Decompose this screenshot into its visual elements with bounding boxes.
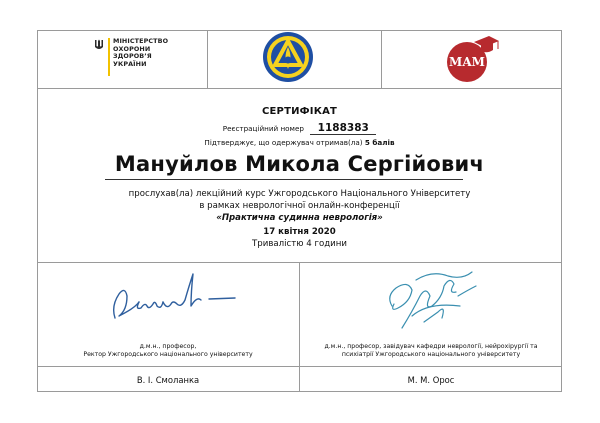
divider-logo-1: [207, 30, 208, 88]
head-of-department-position: [300, 343, 562, 359]
head-of-department-signature: [372, 266, 482, 332]
certificate-title: СЕРТИФІКАТ: [261, 106, 338, 117]
rector-name: В. І. Смоланка: [136, 375, 200, 385]
ministry-name: [113, 38, 168, 68]
ministry-accent-bar: [108, 38, 110, 76]
recipient-underline: [105, 179, 463, 180]
mam-logo-text: MAM: [449, 55, 485, 69]
position-line: психіатрії Ужгородського національного університету: [341, 351, 521, 359]
ministry-line: ЗДОРОВ’Я: [113, 52, 152, 61]
course-line-1: прослухав(ла) лекційний курс Ужгородського Національного Університету: [128, 189, 471, 199]
confirmation-text: Підтверджує, що одержувач отримав(ла): [204, 138, 363, 147]
head-of-department-name: М. М. Орос: [407, 375, 455, 385]
university-emblem-icon: [262, 31, 314, 83]
registration-number: 1188383: [310, 123, 376, 135]
ministry-line: УКРАЇНИ: [113, 59, 147, 68]
divider-signature-col: [299, 262, 300, 392]
rector-position: [37, 343, 299, 359]
ministry-line: МІНІСТЕРСТВО: [113, 37, 169, 45]
trident-icon: [94, 39, 104, 51]
recipient-name: Мануйлов Микола Сергійович: [114, 152, 485, 176]
position-line: д.м.н., професор,: [139, 343, 197, 350]
position-line: Ректор Ужгородського національного університету: [83, 351, 253, 359]
divider-top: [37, 88, 562, 89]
ministry-logo: [94, 38, 168, 78]
course-line-2: в рамках неврологічної онлайн-конференції: [199, 201, 400, 211]
divider-logo-2: [381, 30, 382, 88]
mam-logo-icon: [441, 32, 501, 84]
registration-label: Реєстраційний номер: [222, 124, 304, 133]
course-date: 17 квітня 2020: [263, 227, 336, 237]
rector-signature: [105, 266, 245, 328]
ministry-line: ОХОРОНИ: [113, 44, 151, 53]
position-line: д.м.н., професор, завідувач кафедри неврології, нейрохірургії та: [324, 343, 538, 350]
registration-line: [37, 123, 562, 135]
confirmation-line: [37, 138, 562, 147]
course-duration: Тривалістю 4 години: [252, 239, 347, 249]
course-title: «Практична судинна неврологія»: [216, 213, 383, 223]
points-value: 5 балів: [364, 138, 395, 147]
